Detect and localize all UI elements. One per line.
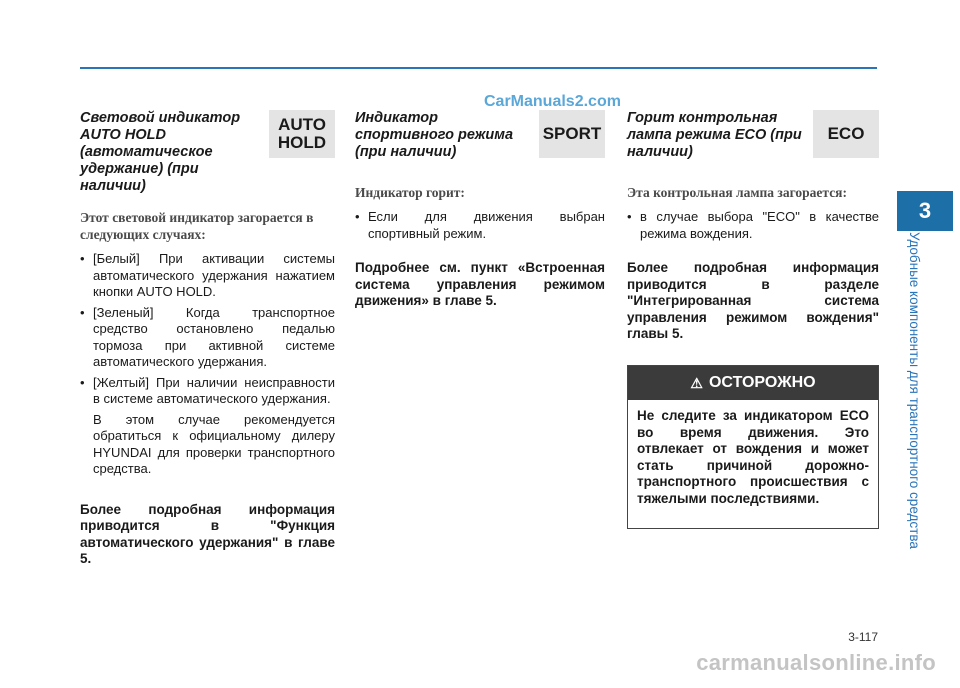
watermark-bottom: carmanualsonline.info: [696, 650, 936, 675]
section-subheading: Этот световой индикатор загорается в следующих случаях:: [80, 210, 314, 242]
warning-triangle-icon: ⚠: [690, 374, 703, 391]
warning-body: Не следите за индикатором ECO во время движения. Это отвлекает от вождения и может стать причиной дорожно-транспортного происшествия с тяжелыми последствиями.: [637, 408, 869, 506]
section-header: [80, 110, 335, 195]
warning-header: [628, 366, 878, 400]
section-title: Световой индикатор AUTO HOLD (автоматическое удержание) (при наличии): [80, 110, 241, 194]
top-rule: [80, 67, 877, 69]
column-sport: [355, 110, 605, 310]
column-eco: [627, 110, 879, 343]
section-subheading: Индикатор горит:: [355, 185, 465, 200]
chapter-tab: 3: [897, 191, 953, 231]
warning-title: ОСТОРОЖНО: [708, 374, 816, 391]
reference-note: Подробнее см. пункт «Встроенная система управления режимом движения» в главе 5.: [355, 260, 605, 308]
section-header: [627, 110, 879, 170]
eco-indicator-icon: ECO: [813, 110, 879, 158]
list-item: • в случае выбора "ECO" в качестве режима вождения.: [627, 209, 879, 242]
list-item: • [Белый] При активации системы автоматического удержания нажатием кнопки AUTO HOLD.: [80, 251, 335, 301]
chapter-side-title: Удобные компоненты для транспортного средства: [907, 232, 922, 549]
watermark-top: CarManuals2.com: [484, 93, 621, 110]
bullet-list: [627, 209, 879, 242]
section-title: Горит контрольная лампа режима ECO (при наличии): [627, 110, 802, 160]
column-auto-hold: [80, 110, 335, 568]
list-item: • [Желтый] При наличии неисправности в системе автоматического удержания.: [80, 375, 335, 408]
page-number: 3-117: [848, 630, 878, 644]
bullet-list: [80, 251, 335, 408]
auto-hold-indicator-icon: AUTO HOLD: [269, 110, 335, 158]
reference-note: Более подробная информация приводится в "Функция автоматического удержания" в главе 5.: [80, 501, 335, 566]
bullet-list: [355, 209, 605, 242]
list-item: • [Зеленый] Когда транспортное средство остановлено педалью тормоза при активной системе автоматического удержания.: [80, 305, 335, 371]
section-header: [355, 110, 605, 170]
section-subheading: Эта контрольная лампа загорается:: [627, 185, 847, 200]
reference-note: Более подробная информация приводится в разделе "Интегрированная система управления режимом вождения" главы 5.: [627, 260, 879, 341]
sport-indicator-icon: SPORT: [539, 110, 605, 158]
list-item: • Если для движения выбран спортивный режим.: [355, 209, 605, 242]
indented-note: В этом случае рекомендуется обратиться к официальному дилеру HYUNDAI для проверки транспортного средства.: [93, 411, 335, 476]
warning-box: [627, 365, 879, 529]
section-title: Индикатор спортивного режима (при наличии): [355, 110, 514, 160]
